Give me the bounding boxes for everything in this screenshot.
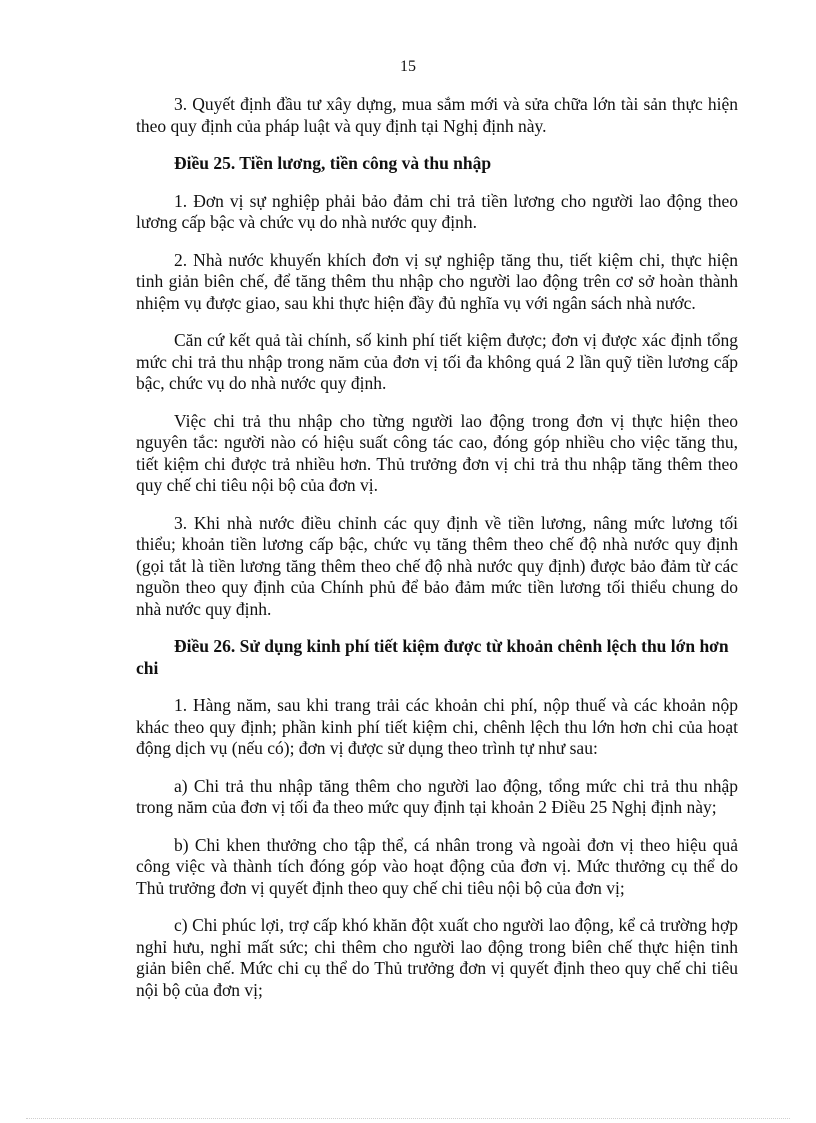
page-number: 15 <box>400 58 416 75</box>
article-25-heading: Điều 25. Tiền lương, tiền công và thu nhập <box>174 153 492 173</box>
paragraph-clause-3-investment: 3. Quyết định đầu tư xây dựng, mua sắm mới và sửa chữa lớn tài sản thực hiện theo quy định của pháp luật và quy định tại Nghị định này. <box>136 94 738 136</box>
page-bottom-divider <box>26 1118 790 1119</box>
paragraph-item-a: a) Chi trả thu nhập tăng thêm cho người lao động, tổng mức chi trả thu nhập trong năm của đơn vị tối đa theo mức quy định tại khoản 2 Điều 25 Nghị định này; <box>136 775 738 817</box>
paragraph-item-c: c) Chi phúc lợi, trợ cấp khó khăn đột xuất cho người lao động, kể cả trường hợp nghỉ hưu, nghỉ mất sức; chi thêm cho người lao động trong biên chế thực hiện tinh giản biên chế. Mức chi cụ thể do Thủ trưởng đơn vị quyết định theo quy chế chi tiêu nội bộ của đơn vị; <box>136 915 738 1000</box>
document-body <box>136 94 738 1017</box>
article-26-heading: Điều 26. Sử dụng kinh phí tiết kiệm được từ khoản chênh lệch thu lớn hơn chi <box>136 636 729 678</box>
paragraph-article-25-clause-1: 1. Đơn vị sự nghiệp phải bảo đảm chi trả tiền lương cho người lao động theo lương cấp bậc và chức vụ do nhà nước quy định. <box>136 190 738 232</box>
paragraph-article-25-clause-2: 2. Nhà nước khuyến khích đơn vị sự nghiệp tăng thu, tiết kiệm chi, thực hiện tinh giản biên chế, để tăng thêm thu nhập cho người lao động trên cơ sở hoàn thành nhiệm vụ được giao, sau khi thực hiện đầy đủ nghĩa vụ với ngân sách nhà nước. <box>136 249 738 313</box>
paragraph-article-26-clause-1: 1. Hàng năm, sau khi trang trải các khoản chi phí, nộp thuế và các khoản nộp khác theo quy định; phần kinh phí tiết kiệm chi, chênh lệch thu lớn hơn chi của hoạt động dịch vụ (nếu có); đơn vị được sử dụng theo trình tự như sau: <box>136 695 738 758</box>
paragraph-article-25-clause-3: 3. Khi nhà nước điều chỉnh các quy định về tiền lương, nâng mức lương tối thiểu; khoản tiền lương cấp bậc, chức vụ tăng thêm theo chế độ nhà nước quy định (gọi tắt là tiền lương tăng thêm theo chế độ nhà nước quy định) được bảo đảm từ các nguồn theo quy định của Chính phủ để bảo đảm mức tiền lương tối thiểu chung do nhà nước quy định. <box>136 512 738 619</box>
paragraph-item-b: b) Chi khen thưởng cho tập thể, cá nhân trong và ngoài đơn vị theo hiệu quả công việc và thành tích đóng góp vào hoạt động của đơn vị. Mức thưởng cụ thể do Thủ trưởng đơn vị quyết định theo quy chế chi tiêu nội bộ của đơn vị; <box>136 834 738 898</box>
paragraph-income-limit: Căn cứ kết quả tài chính, số kinh phí tiết kiệm được; đơn vị được xác định tổng mức chi trả thu nhập trong năm của đơn vị tối đa không quá 2 lần quỹ tiền lương cấp bậc, chức vụ do nhà nước quy định. <box>136 330 738 393</box>
paragraph-income-principle: Việc chi trả thu nhập cho từng người lao động trong đơn vị thực hiện theo nguyên tắc: người nào có hiệu suất công tác cao, đóng góp nhiều cho việc tăng thu, tiết kiệm chi được trả nhiều hơn. Thủ trưởng đơn vị chi trả thu nhập tăng thêm theo quy chế chi tiêu nội bộ của đơn vị. <box>136 410 738 495</box>
